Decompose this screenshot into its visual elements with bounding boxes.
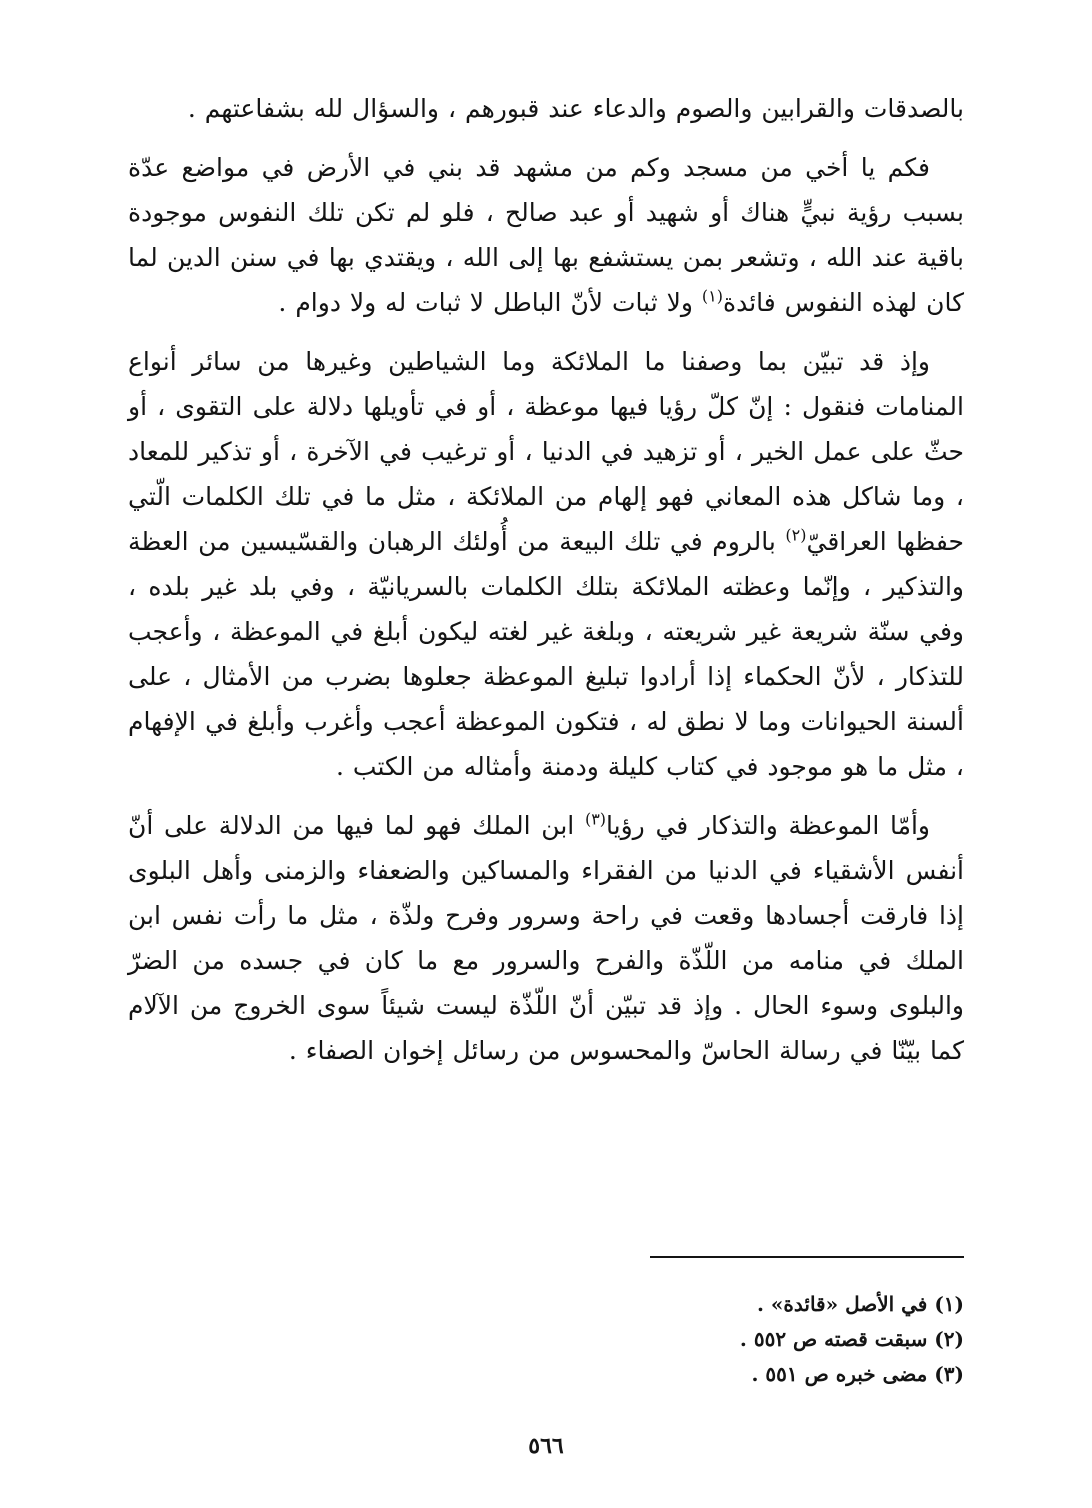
footnote-1: (١) في الأصل «قائدة» . <box>756 1292 964 1316</box>
footnote-2: (٢) سبقت قصته ص ٥٥٢ . <box>739 1327 964 1351</box>
main-text <box>128 86 964 1087</box>
paragraph-2-text-b: ولا ثبات لأنّ الباطل لا ثبات له ولا دوام . <box>278 288 702 317</box>
footnote-ref-2[interactable]: (٢) <box>785 525 807 545</box>
paragraph-2 <box>128 145 964 325</box>
footnotes-list <box>364 1287 964 1392</box>
page-number: ٥٦٦ <box>528 1433 564 1459</box>
paragraph-1 <box>128 86 964 131</box>
footnote-3: (٣) مضى خبره ص ٥٥١ . <box>751 1362 964 1386</box>
paragraph-4-text-b: ابن الملك فهو لما فيها من الدلالة على أنّ أنفس الأشقياء في الدنيا من الفقراء والمساكين والضعفاء والزمنى وأهل البلوى إذا فارقت أجسادها وقعت في راحة وسرور وفرح ولذّة ، مثل ما رأت نفس ابن الملك في منامه من اللّذّة والفرح والسرور مع ما كان في جسده من الضرّ والبلوى وسوء الحال . وإذ قد تبيّن أنّ اللّذّة ليست شيئاً سوى الخروج من الآلام كما بيّنّا في رسالة الحاسّ والمحسوس من رسائل إخوان الصفاء . <box>128 811 964 1065</box>
paragraph-1-text: بالصدقات والقرابين والصوم والدعاء عند قبورهم ، والسؤال لله بشفاعتهم . <box>187 94 964 123</box>
paragraph-3 <box>128 339 964 789</box>
footnote-divider <box>650 1256 964 1258</box>
paragraph-3-text-b: بالروم في تلك البيعة من أُولئك الرهبان والقسّيسين من العظة والتذكير ، وإنّما وعظته الملائكة بتلك الكلمات بالسريانيّة ، وفي بلد غير بلده ، وفي سنّة شريعة غير شريعته ، وبلغة غير لغته ليكون أبلغ في الموعظة ، وأعجب للتذكار ، لأنّ الحكماء إذا أرادوا تبليغ الموعظة جعلوها بضرب من الأمثال ، على ألسنة الحيوانات وما لا نطق له ، فتكون الموعظة أعجب وأغرب وأبلغ في الإفهام ، مثل ما هو موجود في كتاب كليلة ودمنة وأمثاله من الكتب . <box>128 527 964 781</box>
paragraph-3-text-a: وإذ قد تبيّن بما وصفنا ما الملائكة وما الشياطين وغيرها من سائر أنواع المنامات فنقول : إنّ كلّ رؤيا فيها موعظة ، أو في تأويلها دلالة على التقوى ، أو حثّ على عمل الخير ، أو تزهيد في الدنيا ، أو ترغيب في الآخرة ، أو تذكير للمعاد ، وما شاكل هذه المعاني فهو إلهام من الملائكة ، مثل ما في تلك الكلمات الّتي حفظها العراقيّ <box>128 347 964 556</box>
footnote-ref-3[interactable]: (٣) <box>584 809 607 829</box>
footnote-ref-1[interactable]: (١) <box>701 286 723 306</box>
paragraph-4 <box>128 803 964 1073</box>
paragraph-4-text-a: وأمّا الموعظة والتذكار في رؤيا <box>606 811 930 840</box>
paragraph-2-text-a: فكم يا أخي من مسجد وكم من مشهد قد بني في الأرض في مواضع عدّة بسبب رؤية نبيٍّ هناك أو شهيد أو عبد صالح ، فلو لم تكن تلك النفوس موجودة باقية عند الله ، وتشعر بمن يستشفع بها إلى الله ، ويقتدي بها في سنن الدين لما كان لهذه النفوس فائدة <box>128 153 964 317</box>
